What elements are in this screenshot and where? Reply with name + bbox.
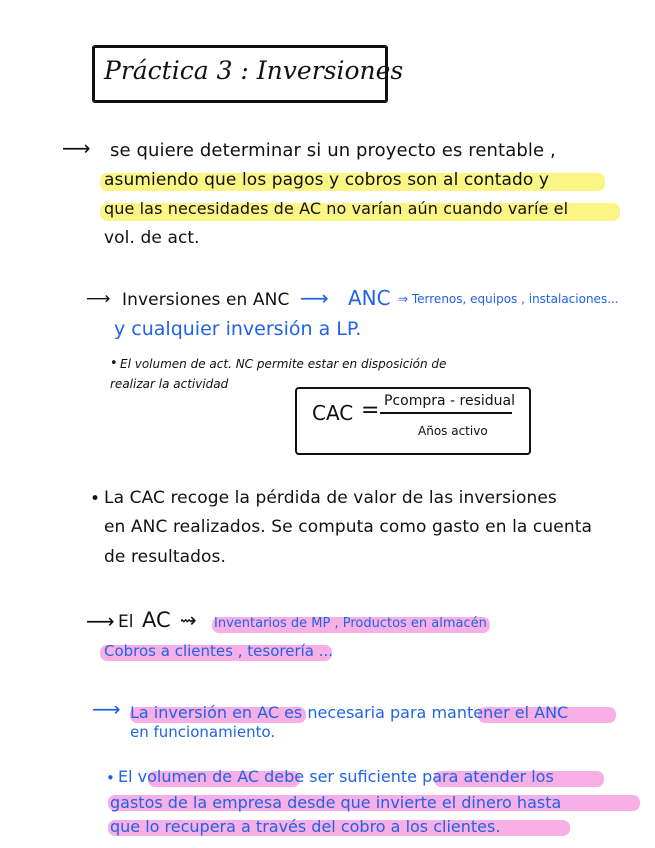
investment-line-1: La inversión en AC es necesaria para mantener el ANC <box>130 703 569 722</box>
ac-label: AC <box>142 608 171 632</box>
formula-numerator: Pcompra - residual <box>384 393 515 409</box>
bullet-icon: • <box>90 489 101 509</box>
arrow-icon: ⟶ <box>300 286 329 310</box>
bullet-icon: • <box>110 356 118 371</box>
intro-line-2: asumiendo que los pagos y cobros son al contado y <box>104 170 550 190</box>
anc-list: ⇒ Terrenos, equipos , instalaciones... <box>398 292 619 306</box>
cac-line-1: La CAC recoge la pérdida de valor de las inversiones <box>104 488 557 508</box>
cac-line-2: en ANC realizados. Se computa como gasto en la cuenta <box>104 517 592 537</box>
anc-line-2: y cualquier inversión a LP. <box>114 318 362 340</box>
investment-line-2: en funcionamiento. <box>130 723 276 741</box>
volume-line-1: El volumen de AC debe ser suficiente para atender los <box>118 767 554 786</box>
intro-line-1: se quiere determinar si un proyecto es rentable , <box>110 140 556 161</box>
anc-note-line-1: El volumen de act. NC permite estar en disposición de <box>120 357 447 371</box>
formula-lhs: CAC <box>312 401 354 425</box>
fraction-line <box>380 412 512 414</box>
anc-label: ANC <box>348 286 391 310</box>
arrow-icon: ⟶ <box>86 609 115 633</box>
formula-equals: = <box>361 398 380 423</box>
ac-list-2: Cobros a clientes , tesorería ... <box>104 642 334 660</box>
page-title: Práctica 3 : Inversiones <box>104 56 404 85</box>
tilde-arrow-icon: ⇝ <box>180 608 197 632</box>
anc-note-line-2: realizar la actividad <box>110 377 229 391</box>
volume-line-3: que lo recupera a través del cobro a los clientes. <box>110 817 501 836</box>
cac-line-3: de resultados. <box>104 547 227 567</box>
intro-line-3: que las necesidades de AC no varían aún cuando varíe el <box>104 199 569 218</box>
arrow-icon: ⟶ <box>86 289 111 309</box>
ac-prefix: El <box>118 612 134 632</box>
bullet-icon: • <box>106 769 115 787</box>
arrow-icon: ⟶ <box>92 697 121 721</box>
anc-heading: Inversiones en ANC <box>122 290 290 310</box>
ac-list-1: Inventarios de MP , Productos en almacén <box>214 616 487 631</box>
arrow-icon: ⟶ <box>62 136 91 160</box>
intro-line-4: vol. de act. <box>104 228 200 248</box>
volume-line-2: gastos de la empresa desde que invierte el dinero hasta <box>110 793 562 812</box>
formula-denominator: Años activo <box>418 424 488 438</box>
